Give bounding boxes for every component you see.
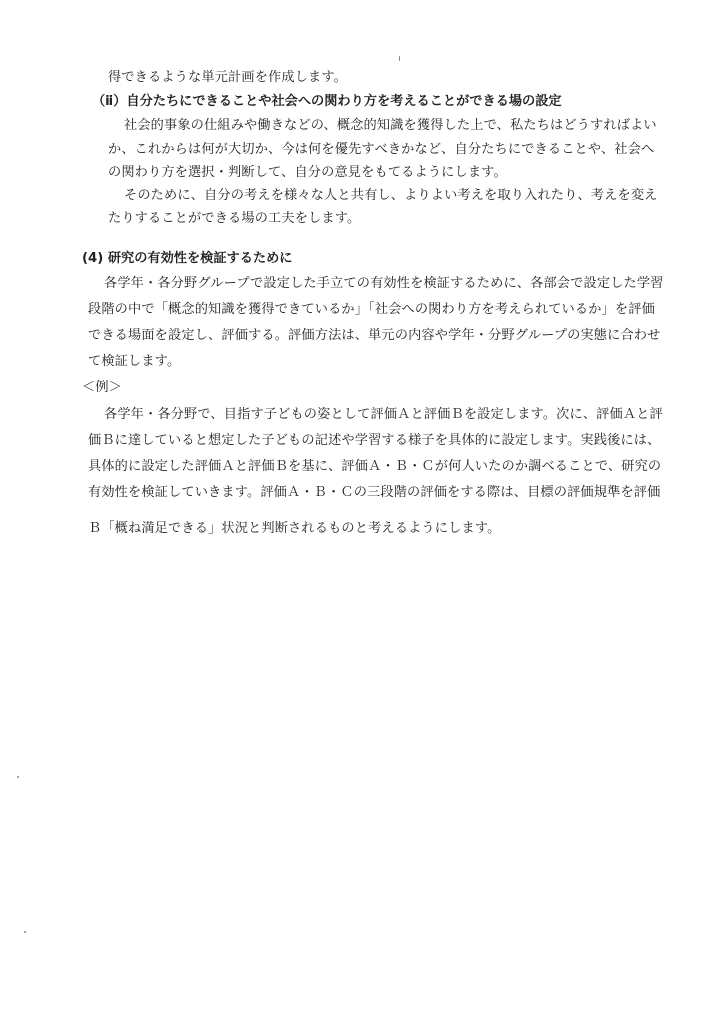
section-ii-paragraph2-line: そのために、自分の考えを様々な人と共有し、よりよい考えを取り入れたり、考えを変え: [124, 188, 658, 203]
example-paragraph-line: 具体的に設定した評価Ａと評価Ｂを基に、評価Ａ・Ｂ・Ｃが何人いたのか調べることで、研究の: [88, 459, 662, 474]
example-paragraph-line: 各学年・各分野で、目指す子どもの姿として評価Ａと評価Ｂを設定します。次に、評価Ａと評: [104, 407, 663, 422]
example-paragraph-line: 価Ｂに達していると想定した子どもの記述や学習する様子を具体的に設定します。実践後には、: [88, 433, 661, 448]
scan-speck: [24, 931, 26, 933]
section-ii-paragraph1-line: 社会的事象の仕組みや働きなどの、概念的知識を獲得した上で、私たちはどうすればよい: [124, 118, 657, 133]
section-ii-paragraph1-line: の関わり方を選択・判断して、自分の意見をもてるようにします。: [108, 165, 507, 180]
section-4-paragraph-line: て検証します。: [88, 354, 181, 369]
section-4-paragraph-line: 各学年・各分野グループで設定した手立ての有効性を検証するために、各部会で設定した学習: [104, 276, 664, 291]
scan-speck: [399, 56, 400, 61]
example-label: ＜例＞: [82, 380, 123, 395]
intro-continuation-line: 得できるような単元計画を作成します。: [108, 70, 348, 85]
section-4-paragraph-line: できる場面を設定し、評価する。評価方法は、単元の内容や学年・分野グループの実態に合わせ: [88, 328, 661, 343]
example-paragraph-line: Ｂ「概ね満足できる」状況と判断されるものと考えるようにします。: [88, 521, 501, 536]
section-4-heading: (4) 研究の有効性を検証するために: [82, 251, 293, 266]
example-paragraph-line: 有効性を検証していきます。評価Ａ・Ｂ・Ｃの三段階の評価をする際は、目標の評価規準を評価: [88, 485, 661, 500]
scan-speck: [17, 776, 19, 778]
section-4-paragraph-line: 段階の中で「概念的知識を獲得できているか」「社会への関わり方を考えられているか」を評価: [88, 302, 655, 317]
section-ii-paragraph2-line: たりすることができる場の工夫をします。: [108, 211, 361, 226]
section-ii-paragraph1-line: か、これからは何が大切か、今は何を優先すべきかなど、自分たちにできることや、社会へ: [108, 142, 655, 157]
section-ii-heading: （ⅱ）自分たちにできることや社会への関わり方を考えることができる場の設定: [92, 94, 562, 109]
